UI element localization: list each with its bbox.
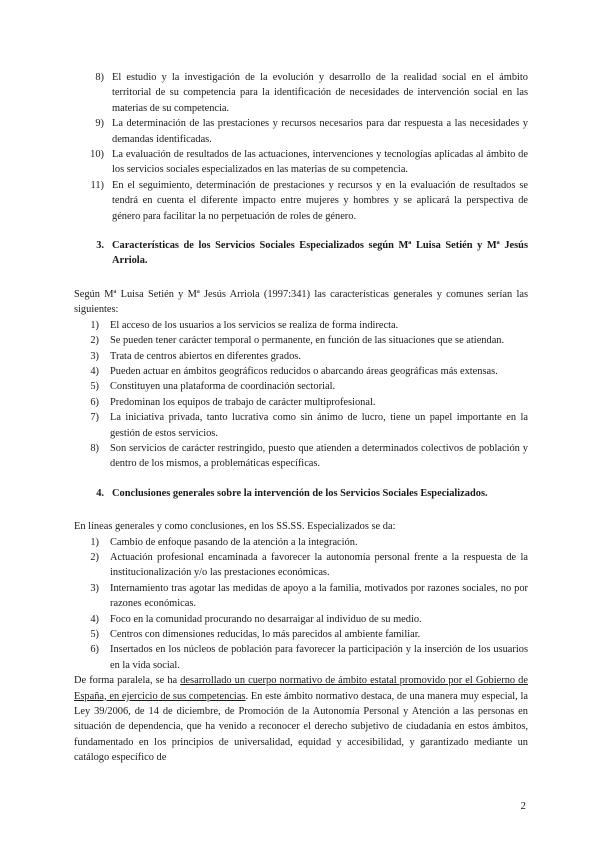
list-text: El estudio y la investigación de la evolución y desarrollo de la realidad social en el ámbito territorial de su competencia para la identificación de necesidades de intervención social en las materias de su competencia. [112, 72, 528, 114]
list-text: Centros con dimensiones reducidas, lo más parecidos al ambiente familiar. [110, 629, 421, 640]
list-text: En el seguimiento, determinación de prestaciones y recursos y en la evaluación de resultados se tendrá en cuenta el diferente impacto entre mujeres y hombres y se aplicará la perspectiva de género para facilitar la no perpetuación de roles de género. [112, 179, 528, 222]
closing-text-end: . En este ámbito normativo destaca, de una manera muy especial, la Ley 39/2006, de 14 de diciembre, de Promoción de la Autonomía Personal y Atención a las personas en situación de dependencia, que ha venido a reconocer el derecho subjetivo de ciudadanía en estos ámbitos, fundamentado en los principios de universalidad, equidad y accesibilidad, y garantizado mediante un catálogo específico de [74, 690, 528, 764]
list-item [74, 318, 528, 333]
list-item [74, 333, 528, 348]
list-number: 5) [90, 629, 99, 640]
list-item [74, 178, 528, 224]
list-text: La determinación de las prestaciones y recursos necesarios para dar respuesta a las necesidades y demandas identificadas. [112, 118, 528, 145]
list-item [74, 364, 528, 379]
list-number: 3) [90, 582, 99, 594]
list-number: 2) [90, 335, 99, 347]
list-item [74, 379, 528, 394]
list-text: Constituyen una plataforma de coordinación sectorial. [110, 381, 336, 393]
list-text: Insertados en los núcleos de población para favorecer la participación y la inserción de los usuarios en la vida social. [110, 644, 528, 671]
list-number: 4) [90, 365, 99, 377]
list-number: 8) [90, 442, 99, 454]
list-text: Se pueden tener carácter temporal o permanente, en función de las situaciones que se atiendan. [110, 335, 505, 347]
list-text: Actuación profesional encaminada a favorecer la autonomía personal frente a la respuesta de la institucionalización y/o las prestaciones económicas. [110, 551, 528, 579]
section-title: Conclusiones generales sobre la intervención de los Servicios Sociales Especializados. [112, 487, 488, 499]
section-3-intro: Según Mª Luisa Setién y Mª Jesús Arriola (1997:341) las características generales y comunes serían las siguientes: [74, 288, 528, 316]
list-number: 6) [90, 396, 99, 408]
list-text: Cambio de enfoque pasando de la atención a la integración. [110, 536, 358, 548]
closing-paragraph [74, 673, 528, 765]
list-number: 2) [90, 551, 99, 563]
conclusions-list [74, 535, 528, 674]
list-text: El acceso de los usuarios a los servicios se realiza de forma indirecta. [110, 319, 399, 331]
list-number: 1) [90, 319, 99, 331]
list-item [74, 535, 528, 550]
list-item [74, 147, 528, 178]
document-page [74, 70, 528, 766]
list-item [74, 550, 528, 581]
section-number: 3. [96, 240, 104, 252]
list-text: Pueden actuar en ámbitos geográficos reducidos o abarcando áreas geográficas más extensas. [110, 365, 498, 377]
list-text: Son servicios de carácter restringido, puesto que atienden a determinados colectivos de población y dentro de los mismos, a problemáticas específicas. [110, 442, 528, 470]
list-number: 5) [90, 381, 99, 393]
list-number: 8) [95, 72, 104, 83]
list-number: 1) [90, 536, 99, 548]
list-item [74, 642, 528, 673]
section-4-intro: En líneas generales y como conclusiones, en los SS.SS. Especializados se da: [74, 521, 396, 533]
list-item [74, 410, 528, 441]
closing-text-start: De forma paralela, se ha [74, 675, 181, 687]
list-item [74, 627, 528, 642]
page-number: 2 [520, 800, 526, 812]
list-text: Predominan los equipos de trabajo de carácter multiprofesional. [110, 396, 376, 408]
list-text: La evaluación de resultados de las actuaciones, intervenciones y tecnologías aplicadas al ámbito de los servicios sociales especializados en las materias de su competencia. [112, 149, 528, 176]
section-title: Características de los Servicios Sociales Especializados según Mª Luisa Setién y Mª Jesús Arriola. [112, 240, 528, 267]
list-number: 9) [95, 118, 104, 130]
list-text: La iniciativa privada, tanto lucrativa como sin ánimo de lucro, tiene un papel importante en la gestión de estos servicios. [110, 412, 528, 439]
list-item [74, 116, 528, 147]
list-number: 10) [90, 149, 104, 161]
list-number: 11) [90, 179, 104, 191]
list-item [74, 395, 528, 410]
list-item [74, 581, 528, 612]
section-number: 4. [96, 487, 104, 499]
characteristics-list [74, 318, 528, 472]
list-item [74, 70, 528, 116]
list-text: Foco en la comunidad procurando no desarraigar al individuo de su medio. [110, 613, 422, 625]
list-number: 7) [90, 412, 99, 424]
underlined-text: desarrollado un cuerpo normativo de ámbito estatal promovido por el Gobierno de España, en ejercicio de sus competencias [74, 675, 528, 702]
list-number: 4) [90, 613, 99, 625]
list-number: 3) [90, 350, 99, 362]
competences-list-continued [74, 70, 528, 224]
list-text: Trata de centros abiertos en diferentes grados. [110, 350, 301, 362]
list-item [74, 441, 528, 472]
list-item [74, 612, 528, 627]
section-4-heading [74, 486, 528, 501]
list-number: 6) [90, 644, 99, 656]
list-text: Internamiento tras agotar las medidas de apoyo a la familia, motivados por razones sociales, no por razones económicas. [110, 582, 528, 610]
section-3-heading [74, 238, 528, 269]
list-item [74, 349, 528, 364]
